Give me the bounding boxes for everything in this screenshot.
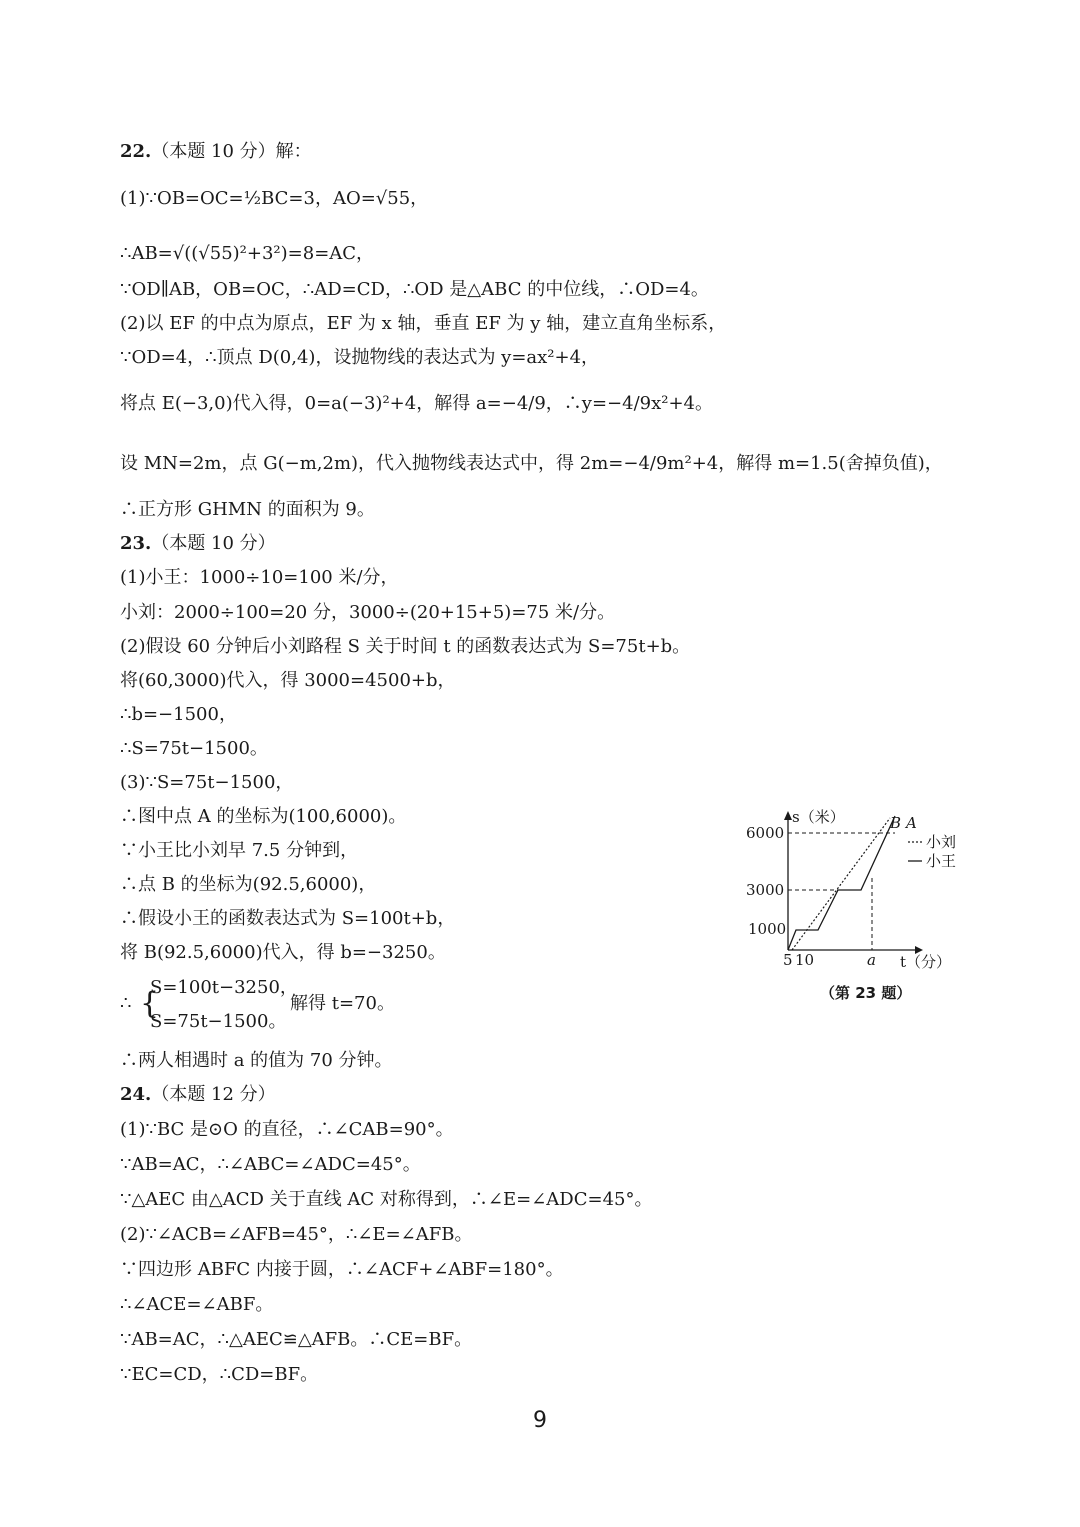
- x-tick-10: 10: [795, 951, 815, 969]
- q23-graph: [740, 800, 970, 980]
- point-label-b: B: [890, 814, 902, 832]
- q23-line-12: 将 B(92.5,6000)代入，得 b=−3250。: [120, 942, 446, 963]
- q22-heading-text: （本题 10 分）解：: [151, 141, 312, 162]
- point-label-a: A: [906, 814, 917, 832]
- q22-line-1: (1)∵OB=OC=½BC=3，AO=√55，: [120, 188, 429, 209]
- q22-line-5: ∵OD=4，∴顶点 D(0,4)，设抛物线的表达式为 y=ax²+4，: [120, 347, 600, 368]
- q24-line-8: ∵EC=CD，∴CD=BF。: [120, 1364, 319, 1385]
- q24-line-7: ∵AB=AC，∴△AEC≌△AFB。∴CE=BF。: [120, 1329, 473, 1350]
- y-axis-label: s（米）: [792, 808, 845, 826]
- q22-line-4: (2)以 EF 的中点为原点，EF 为 x 轴，垂直 EF 为 y 轴，建立直角坐标系，: [120, 313, 727, 334]
- q22-line-8: ∴正方形 GHMN 的面积为 9。: [120, 499, 375, 520]
- y-tick-1000: 1000: [748, 920, 787, 938]
- q24-line-5: ∵四边形 ABFC 内接于圆，∴∠ACF+∠ABF=180°。: [120, 1259, 564, 1280]
- q24-line-2: ∵AB=AC，∴∠ABC=∠ADC=45°。: [120, 1154, 421, 1175]
- series-xiaowang: [792, 818, 890, 950]
- q23-figure: [740, 800, 970, 1010]
- q24-line-4: (2)∵∠ACB=∠AFB=45°，∴∠E=∠AFB。: [120, 1224, 473, 1245]
- y-tick-6000: 6000: [746, 824, 785, 842]
- x-tick-a: a: [867, 951, 876, 969]
- q23-number: 23.: [120, 533, 152, 554]
- q23-line-6: ∴S=75t−1500。: [120, 738, 268, 759]
- q22-line-3: ∵OD∥AB，OB=OC，∴AD=CD，∴OD 是△ABC 的中位线，∴OD=4。: [120, 279, 709, 300]
- q23-line-10: ∴点 B 的坐标为(92.5,6000)，: [120, 874, 377, 895]
- q24-number: 24.: [120, 1084, 152, 1105]
- q23-system-result: 解得 t=70。: [290, 993, 395, 1014]
- q23-conclusion: ∴两人相遇时 a 的值为 70 分钟。: [120, 1050, 393, 1071]
- q23-line-4: 将(60,3000)代入，得 3000=4500+b，: [120, 670, 456, 691]
- figure-caption: （第 23 题）: [820, 984, 912, 1002]
- q23-system-brace: {: [140, 986, 160, 1021]
- q23-line-11: ∴假设小王的函数表达式为 S=100t+b，: [120, 908, 456, 929]
- legend-liu-label: 小刘: [926, 833, 957, 851]
- q24-line-3: ∵△AEC 由△ACD 关于直线 AC 对称得到，∴∠E=∠ADC=45°。: [120, 1189, 653, 1210]
- legend-wang-label: 小王: [926, 852, 957, 870]
- q23-system-eq1: S=100t−3250，: [150, 977, 298, 998]
- q23-system-eq2: S=75t−1500。: [150, 1011, 287, 1032]
- q23-heading: [120, 532, 276, 556]
- q23-line-1: (1)小王：1000÷10=100 米/分，: [120, 567, 399, 588]
- q22-number: 22.: [120, 141, 152, 162]
- x-axis-label: t（分）: [900, 953, 952, 971]
- q23-system-prefix: ∴: [120, 993, 132, 1014]
- y-tick-3000: 3000: [746, 881, 785, 899]
- q22-line-7: 设 MN=2m，点 G(−m,2m)，代入抛物线表达式中，得 2m=−4/9m²+4，解得 m=1.5(舍掉负值)，: [120, 453, 943, 474]
- q24-line-6: ∴∠ACE=∠ABF。: [120, 1294, 274, 1315]
- q22-heading: [120, 140, 312, 164]
- q22-line-6: 将点 E(−3,0)代入得，0=a(−3)²+4，解得 a=−4/9，∴y=−4/9x²+4。: [120, 393, 713, 414]
- q24-line-1: (1)∵BC 是⊙O 的直径，∴∠CAB=90°。: [120, 1119, 454, 1140]
- series-xiaoliu: [788, 816, 895, 950]
- q23-line-9: ∵小王比小刘早 7.5 分钟到，: [120, 840, 359, 861]
- y-axis-arrow-icon: [784, 811, 792, 820]
- q23-heading-text: （本题 10 分）: [151, 533, 276, 554]
- page-number: 9: [533, 1408, 547, 1433]
- q23-line-5: ∴b=−1500，: [120, 704, 237, 725]
- q23-line-7: (3)∵S=75t−1500，: [120, 772, 294, 793]
- q24-heading-text: （本题 12 分）: [151, 1084, 276, 1105]
- q23-line-8: ∴图中点 A 的坐标为(100,6000)。: [120, 806, 407, 827]
- q23-line-2: 小刘：2000÷100=20 分，3000÷(20+15+5)=75 米/分。: [120, 602, 616, 623]
- q23-line-3: (2)假设 60 分钟后小刘路程 S 关于时间 t 的函数表达式为 S=75t+b。: [120, 636, 691, 657]
- x-tick-5: 5: [783, 951, 793, 969]
- q24-heading: [120, 1083, 276, 1107]
- q22-line-2: ∴AB=√((√55)²+3²)=8=AC，: [120, 243, 375, 264]
